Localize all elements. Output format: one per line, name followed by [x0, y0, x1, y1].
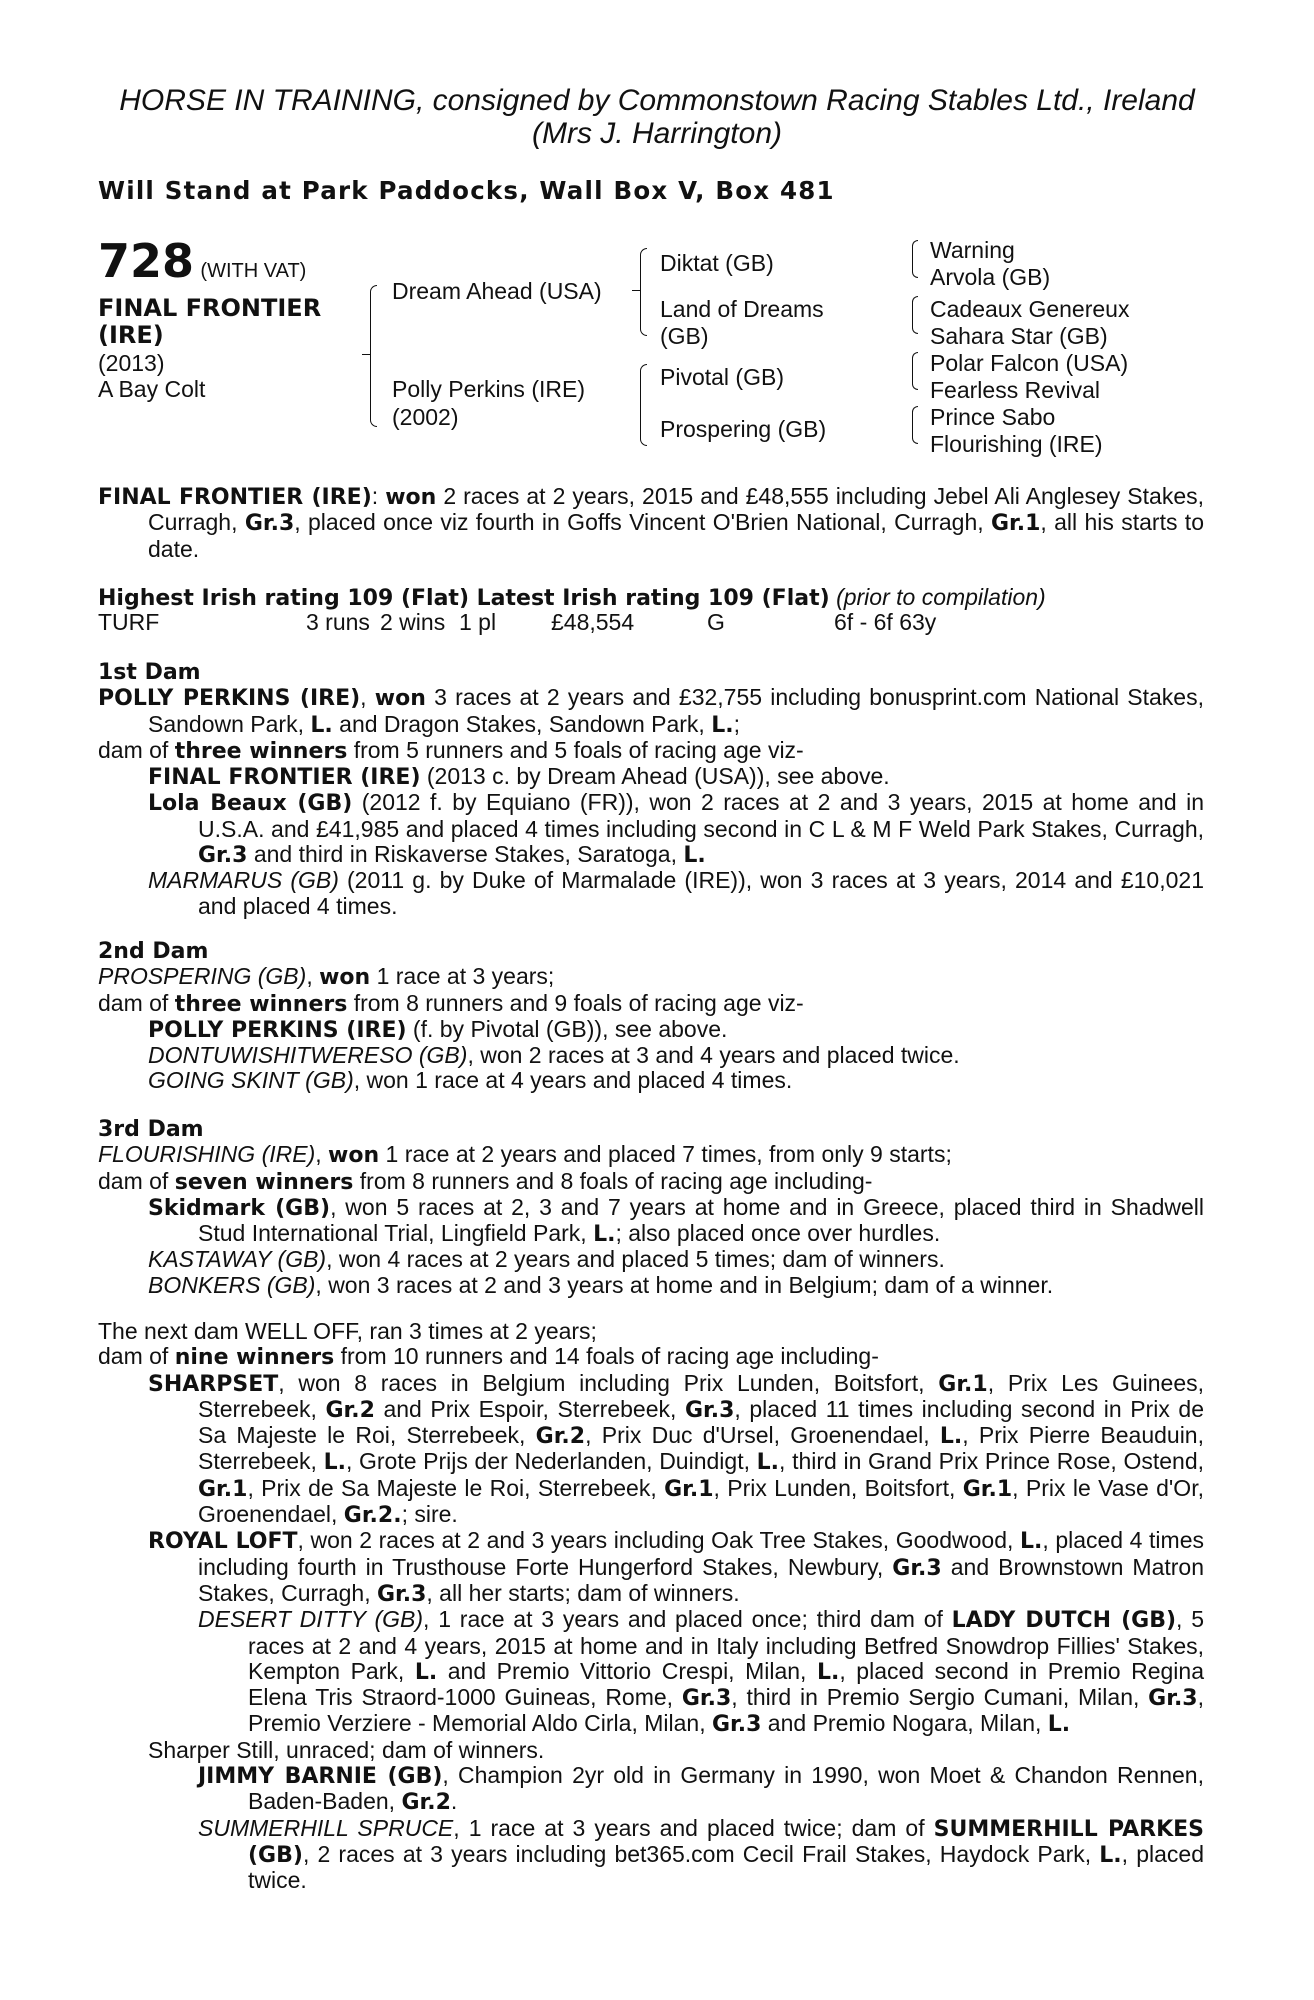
second-dam-title: 2nd Dam [98, 939, 209, 964]
desert-ditty-text: and Premio Vittorio Crespi, Milan, [437, 1657, 817, 1684]
sharpset-name: SHARPSET [148, 1371, 279, 1397]
lot-number-line [98, 234, 307, 294]
gg-5: Polar Falcon (USA) [930, 350, 1129, 376]
first-dam-foal-3-text: (2011 g. by Duke of Marmalade (IRE)), won 3 races at 3 years, 2014 and £10,021 and placed 4 times. [198, 867, 1204, 919]
pedigree-bracket-tick [362, 354, 370, 355]
first-dam-winners: three winners [174, 738, 348, 764]
third-dam-text: 1 race at 2 years and placed 7 times, from only 9 starts; [379, 1141, 952, 1168]
third-dam-title: 3rd Dam [98, 1117, 204, 1142]
second-dam-dam-of: dam of [98, 989, 175, 1016]
jimmy-barnie-entry [98, 1763, 1204, 1816]
first-dam-foal-2: Lola Beaux (GB) [148, 791, 353, 817]
consignor-line: HORSE IN TRAINING, consigned by Commonstown Racing Stables Ltd., Ireland [119, 84, 1195, 117]
first-dam-produce: from 5 runners and 5 foals of racing age viz- [347, 736, 804, 763]
desert-ditty-text: , 5 races at 2 and 4 years, 2015 at home and in Italy including Betfred Snowdrop Fillies' Stakes, Kempton Park, [248, 1606, 1204, 1684]
sharpset-text: , won 8 races in Belgium including Prix Lunden, Boitsfort, [278, 1369, 939, 1396]
sharpset-text: , Grote Prijs der Nederlanden, Duindigt, [345, 1448, 757, 1475]
sharpset-grade: Gr.1 [962, 1476, 1013, 1502]
desert-ditty-text: and Premio Nogara, Milan, [761, 1710, 1048, 1737]
summary-text-2: , placed once viz fourth in Goffs Vincent O'Brien National, Curragh, [294, 509, 991, 536]
second-dam-name: PROSPERING (GB) [98, 963, 307, 990]
horse-name-2: (IRE) [98, 321, 164, 349]
gg-2: Arvola (GB) [930, 264, 1051, 290]
sharpset-text: , Prix de Sa Majeste le Roi, Sterrebeek, [247, 1474, 665, 1501]
bracket-g2 [912, 296, 918, 334]
sharpset-grade: Gr.2 [325, 1397, 375, 1423]
lot-number: 728 [98, 234, 195, 288]
rating-surface: TURF [98, 609, 160, 635]
desert-ditty-text: , placed second in Premio Regina Elena Tris Straord-1000 Guineas, Rome, [248, 1657, 1204, 1711]
rating-wins: 2 wins [380, 609, 446, 635]
summary-won: won [385, 485, 437, 510]
rating-distance: 6f - 6f 63y [834, 609, 937, 635]
pedigree-bracket-dam [640, 364, 647, 446]
sharpset-listed: L. [323, 1450, 346, 1476]
rating-line [98, 584, 1046, 612]
desert-ditty-text: , Premio Verziere - Memorial Aldo Cirla, Milan, [248, 1684, 1204, 1737]
sharpset-listed: L. [939, 1424, 963, 1450]
summerhill-spruce-text: , 1 race at 3 years and placed twice; dam of [453, 1814, 934, 1841]
third-dam-foal-1: Skidmark (GB) [148, 1195, 331, 1221]
royal-loft-text: , placed 4 times including fourth in Trusthouse Forte Hungerford Stakes, Newbury, [198, 1527, 1204, 1580]
gg-3: Cadeaux Genereux [930, 296, 1130, 322]
first-dam-text-2: and Dragon Stakes, Sandown Park, [332, 710, 712, 737]
gg-1: Warning [930, 237, 1015, 263]
sharpset-grade: Gr.2. [343, 1503, 402, 1529]
rating-text: Highest Irish rating 109 (Flat) Latest Irish rating 109 (Flat) [98, 586, 830, 611]
gg-6: Fearless Revival [930, 377, 1100, 403]
desert-ditty-name: DESERT DITTY (GB) [198, 1606, 424, 1633]
sharpset-grade: Gr.1 [938, 1371, 988, 1397]
horse-name-1: FINAL FRONTIER [98, 294, 322, 322]
first-dam-won: won [374, 686, 426, 712]
sharpset-grade: Gr.1 [198, 1476, 248, 1502]
dam-year: (2002) [392, 404, 459, 430]
desert-ditty-listed: L. [816, 1659, 840, 1685]
rating-going: G [707, 609, 725, 635]
sharpset-text: , Prix le Vase d'Or, Groenendael, [198, 1474, 1204, 1528]
rating-runs: 3 runs [306, 609, 370, 635]
dam-dam: Prospering (GB) [660, 416, 827, 442]
first-dam-foal-2-grade: Gr.3 [198, 843, 248, 869]
stand-location: Will Stand at Park Paddocks, Wall Box V, Box 481 [98, 176, 835, 205]
jimmy-barnie-name: JIMMY BARNIE (GB) [198, 1764, 443, 1790]
sharpset-text: ; sire. [401, 1501, 458, 1528]
third-dam-name: FLOURISHING (IRE) [98, 1141, 316, 1168]
third-dam-won: won [328, 1143, 380, 1169]
sharpset-text: , Prix Pierre Beauduin, Sterrebeek, [198, 1422, 1204, 1475]
summary-text-3: , all his starts to date. [148, 509, 1204, 562]
fourth-dam-dam-of: dam of [98, 1343, 175, 1370]
first-dam-listed-2: L. [711, 712, 734, 738]
first-dam-text-1: 3 races at 2 years and £32,755 including bonusprint.com National Stakes, Sandown Park, [148, 684, 1204, 737]
desert-ditty-grade: Gr.3 [1148, 1686, 1198, 1712]
summary-name: FINAL FRONTIER (IRE) [98, 485, 372, 510]
third-dam-foal-3-text: , won 3 races at 2 and 3 years at home and in Belgium; dam of a winner. [315, 1271, 1054, 1298]
fourth-dam-intro: The next dam WELL OFF, ran 3 times at 2 years; [98, 1318, 597, 1344]
horse-year: (2013) [98, 350, 165, 376]
vat-note: (WITH VAT) [200, 260, 307, 282]
horse-description: A Bay Colt [98, 376, 206, 402]
first-dam-foal-2-listed: L. [683, 843, 706, 869]
summerhill-spruce-entry [98, 1816, 1204, 1894]
fourth-dam-section [98, 1319, 1204, 1894]
third-dam-foal-3: BONKERS (GB) [148, 1271, 316, 1298]
sharpset-text: and Prix Espoir, Sterrebeek, [374, 1395, 685, 1422]
first-dam-name: POLLY PERKINS (IRE) [98, 686, 361, 712]
second-dam-foal-1: POLLY PERKINS (IRE) [148, 1017, 407, 1043]
royal-loft-grade: Gr.3 [376, 1581, 427, 1607]
royal-loft-grade: Gr.3 [892, 1555, 942, 1581]
first-dam-dam-of: dam of [98, 736, 175, 763]
third-dam-winners: seven winners [174, 1169, 354, 1195]
sire-dam-1: Land of Dreams [660, 296, 824, 322]
second-dam-foal-2: DONTUWISHITWERESO (GB) [148, 1042, 468, 1069]
second-dam-foal-2-text: , won 2 races at 3 and 4 years and placed twice. [467, 1042, 960, 1069]
gg-8: Flourishing (IRE) [930, 431, 1103, 457]
third-dam-section: 3rd Dam FLOURISHING (IRE), won 1 race at 2 years and placed 7 times, from only 9 starts; dam of seven winners from 8 runners and 8 foals of racing age including- Skidmark (GB), won 5 races at 2, 3 and 7 years at home and in Greece, placed third in Shadwell Stud International Trial, Lingfield Park, L.; also placed once over hurdles. KASTAWAY (GB), won 4 races at 2 years and placed 5 times; dam of winners. BONKERS (GB), won 3 races at 2 and 3 years at home and in Belgium; dam of a winner. [98, 1117, 1205, 1298]
first-dam-title: 1st Dam [98, 660, 201, 685]
royal-loft-text: and Brownstown Matron Stakes, Curragh, [198, 1553, 1204, 1606]
gg-7: Prince Sabo [930, 404, 1056, 430]
rating-money: £48,554 [551, 609, 635, 635]
sharpset-text: , Prix Duc d'Ursel, Groenendael, [585, 1422, 940, 1449]
dam: Polly Perkins (IRE) [392, 376, 585, 402]
bracket-g4 [912, 406, 918, 444]
sire-dam-2: (GB) [660, 323, 709, 349]
royal-loft-listed: L. [1019, 1529, 1043, 1555]
jimmy-barnie-grade: Gr.2 [401, 1790, 451, 1816]
third-dam-foal-2: KASTAWAY (GB) [148, 1246, 327, 1273]
sharpset-text: , third in Grand Prix Prince Rose, Ostend, [779, 1448, 1205, 1475]
third-dam-foal-1-text-2: ; also placed once over hurdles. [615, 1220, 941, 1247]
second-dam-produce: from 8 runners and 9 foals of racing age viz- [347, 989, 804, 1016]
first-dam-section: 1st Dam POLLY PERKINS (IRE), won 3 races at 2 years and £32,755 including bonusprint.com National Stakes, Sandown Park, L. and Dragon Stakes, Sandown Park, L.; dam of three winners from 5 runners and 5 foals of racing age viz- FINAL FRONTIER (IRE) (2013 c. by Dream Ahead (USA)), see above. Lola Beaux (GB) (2012 f. by Equiano (FR)), won 2 races at 2 and 3 years, 2015 at home and in U.S.A. and £41,985 and placed 4 times including second in C L & M F Weld Park Stakes, Curragh, Gr.3 and third in Riskaverse Stakes, Saratoga, L. MARMARUS (GB) (2011 g. by Duke of Marmalade (IRE)), won 3 races at 3 years, 2014 and £10,021 and placed 4 times. [98, 660, 1204, 919]
rating-note: (prior to compilation) [836, 584, 1046, 610]
pedigree-bracket-main [370, 285, 377, 427]
sharpset-grade: Gr.2 [535, 1424, 586, 1450]
race-summary: FINAL FRONTIER (IRE): won 2 races at 2 years, 2015 and £48,555 including Jebel Ali Anglesey Stakes, Curragh, Gr.3, placed once viz fourth in Goffs Vincent O'Brien National, Curragh, Gr.1, all his starts to date. [98, 483, 1205, 562]
summerhill-spruce-text: , placed twice. [248, 1840, 1204, 1894]
second-dam-winners: three winners [174, 991, 348, 1017]
lady-dutch-name: LADY DUTCH (GB) [951, 1608, 1177, 1634]
first-dam-foal-1-text: (2013 c. by Dream Ahead (USA)), see above. [420, 763, 890, 790]
sharpset-text: , Prix Lunden, Boitsfort, [713, 1474, 963, 1501]
summerhill-spruce-listed: L. [1099, 1842, 1122, 1868]
sire: Dream Ahead (USA) [392, 278, 602, 304]
bracket-g1 [912, 240, 918, 278]
pedigree-bracket-sire [640, 248, 647, 336]
sire-sire: Diktat (GB) [660, 250, 774, 276]
desert-ditty-grade: Gr.3 [681, 1686, 732, 1712]
dam-sire: Pivotal (GB) [660, 364, 784, 390]
bracket-g3 [912, 352, 918, 390]
sharpset-listed: L. [756, 1450, 780, 1476]
sharpset-text: , placed 11 times including second in Prix de Sa Majeste le Roi, Sterrebeek, [198, 1395, 1204, 1449]
desert-ditty-text: , 1 race at 3 years and placed once; third dam of [423, 1606, 952, 1633]
jimmy-barnie-text: . [450, 1788, 458, 1815]
third-dam-foal-1-listed: L. [593, 1222, 616, 1248]
desert-ditty-listed: L. [1047, 1712, 1071, 1738]
third-dam-foal-1-text-1: , won 5 races at 2, 3 and 7 years at home and in Greece, placed third in Shadwell Stud International Trial, Lingfield Park, [198, 1193, 1205, 1247]
first-dam-foal-1: FINAL FRONTIER (IRE) [148, 765, 421, 791]
third-dam-produce: from 8 runners and 8 foals of racing age including- [353, 1167, 873, 1194]
second-dam-won: won [319, 965, 371, 991]
summary-grade-2: Gr.1 [990, 511, 1041, 537]
pedigree-bracket-sire-tick [632, 290, 640, 291]
second-dam-text: 1 race at 3 years; [370, 963, 555, 990]
royal-loft-text: , all her starts; dam of winners. [426, 1579, 740, 1606]
summerhill-spruce-name: SUMMERHILL SPRUCE [198, 1814, 454, 1841]
second-dam-foal-3: GOING SKINT (GB) [148, 1067, 354, 1094]
desert-ditty-text: , third in Premio Sergio Cumani, Milan, [731, 1684, 1149, 1711]
summerhill-parkes-name: SUMMERHILL PARKES (GB) [248, 1816, 1205, 1868]
summerhill-spruce-text: , 2 races at 3 years including bet365.com Cecil Frail Stakes, Haydock Park, [302, 1840, 1100, 1867]
gg-4: Sahara Star (GB) [930, 323, 1108, 349]
second-dam-foal-1-text: (f. by Pivotal (GB)), see above. [406, 1015, 728, 1042]
summary-text-1: 2 races at 2 years, 2015 and £48,555 including Jebel Ali Anglesey Stakes, Curragh, [148, 483, 1205, 536]
first-dam-foal-3: MARMARUS (GB) [148, 867, 339, 894]
sharpset-grade: Gr.3 [684, 1397, 735, 1423]
sharpset-entry [98, 1371, 1204, 1529]
first-dam-listed-1: L. [310, 712, 333, 738]
third-dam-dam-of: dam of [98, 1167, 175, 1194]
sharper-still: Sharper Still, unraced; dam of winners. [148, 1736, 545, 1763]
royal-loft-text: , won 2 races at 2 and 3 years including Oak Tree Stakes, Goodwood, [297, 1527, 1020, 1554]
royal-loft-name: ROYAL LOFT [148, 1529, 298, 1555]
sharpset-grade: Gr.1 [664, 1476, 714, 1502]
desert-ditty-grade: Gr.3 [711, 1712, 762, 1738]
fourth-dam-produce: from 10 runners and 14 foals of racing age including- [334, 1343, 879, 1370]
royal-loft-entry [98, 1528, 1204, 1607]
fourth-dam-winners: nine winners [174, 1345, 335, 1371]
third-dam-foal-2-text: , won 4 races at 2 years and placed 5 times; dam of winners. [326, 1246, 945, 1273]
second-dam-section: 2nd Dam PROSPERING (GB), won 1 race at 3 years; dam of three winners from 8 runners and 9 foals of racing age viz- POLLY PERKINS (IRE) (f. by Pivotal (GB)), see above. DONTUWISHITWERESO (GB), won 2 races at 3 and 4 years and placed twice. GOING SKINT (GB), won 1 race at 4 years and placed 4 times. [98, 939, 1204, 1094]
rating-placed: 1 pl [459, 609, 497, 635]
first-dam-foal-2-text-1: (2012 f. by Equiano (FR)), won 2 races at 2 and 3 years, 2015 at home and in U.S.A. and £41,985 and placed 4 times including second in C L & M F Weld Park Stakes, Curragh, [198, 789, 1204, 842]
desert-ditty-listed: L. [414, 1659, 438, 1685]
summary-grade-1: Gr.3 [244, 511, 295, 537]
desert-ditty-entry [98, 1607, 1204, 1737]
first-dam-text-3: ; [733, 710, 740, 737]
first-dam-foal-2-text-2: and third in Riskaverse Stakes, Saratoga, [247, 841, 684, 868]
sharpset-text: , Prix Les Guinees, Sterrebeek, [198, 1369, 1204, 1422]
jimmy-barnie-text: , Champion 2yr old in Germany in 1990, won Moet & Chandon Rennen, Baden-Baden, [248, 1762, 1204, 1815]
consignor-name: (Mrs J. Harrington) [531, 117, 783, 150]
second-dam-foal-3-text: , won 1 race at 4 years and placed 4 times. [353, 1067, 793, 1094]
